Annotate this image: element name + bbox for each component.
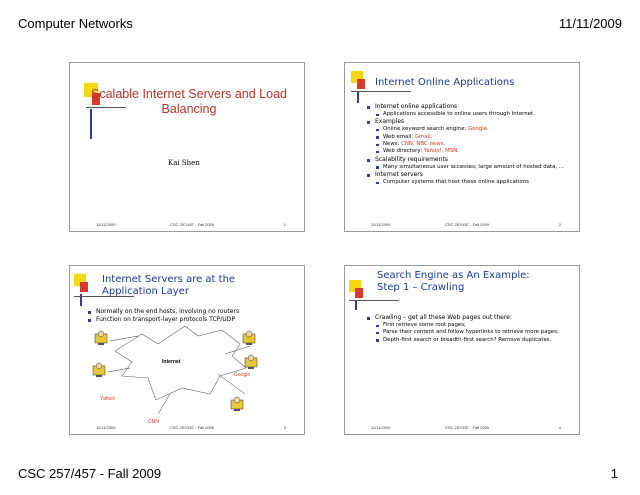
- internet-cloud: [115, 326, 246, 400]
- sub-bullet: Many simultaneous user accesses; large amount of hosted data, ...: [367, 164, 572, 171]
- decor-line: [349, 300, 399, 301]
- page-footer-course: CSC 257/457 - Fall 2009: [18, 466, 162, 481]
- sub-bullet: Parse their content and follow hyperlinks to retrieve more pages;: [367, 329, 572, 336]
- bullet-list: [367, 314, 572, 344]
- sub-bullet: Web directory: Yahoo!, MSN.: [367, 148, 572, 155]
- sub-bullet: News: CNN, NBC news.: [367, 141, 572, 148]
- sub-bullet: Computer systems that host these online applications: [367, 179, 572, 186]
- user-computer-icon: [244, 354, 258, 370]
- bullet: Examples: [367, 118, 572, 126]
- slide-3: [69, 265, 305, 435]
- bullet-list: [367, 103, 572, 186]
- slide-footer-date: 11/11/2009: [371, 222, 391, 227]
- slide-number: 4: [558, 425, 561, 430]
- bullet: Internet online applications: [367, 103, 572, 111]
- decor-bar: [357, 91, 359, 103]
- slide-1: [69, 62, 305, 232]
- slide-title: Scalable Internet Servers and Load Balancing: [91, 87, 287, 116]
- bullet: Normally on the end hosts, involving no routers: [88, 308, 298, 316]
- decor-square: [357, 79, 365, 89]
- internet-label: Internet: [162, 359, 181, 365]
- decor-square: [355, 288, 363, 298]
- google-label: Google: [234, 372, 251, 378]
- page-header-date: 11/11/2009: [558, 16, 622, 31]
- slide-number: 1: [283, 222, 286, 227]
- slide-author: Kai Shen: [168, 159, 200, 167]
- slide-title: Internet Online Applications: [375, 77, 515, 88]
- slide-number: 3: [283, 425, 286, 430]
- cnn-label: CNN: [148, 419, 159, 425]
- user-computer-icon: [92, 362, 106, 378]
- sub-bullet: Online keyword search engine: Google.: [367, 126, 572, 133]
- slide-title: Internet Servers are at the Application Layer: [102, 274, 236, 297]
- decor-line: [351, 91, 411, 92]
- user-computer-icon: [94, 330, 108, 346]
- bullet: Scalability requirements: [367, 156, 572, 164]
- bullet: Function on transport-layer protocols TCP/UDP: [88, 316, 298, 324]
- bullet: Internet servers: [367, 171, 572, 179]
- slide-footer-course: CSC 257/457 - Fall 2009: [445, 222, 490, 227]
- sub-bullet: Depth-first search or breadth-first search? Remove duplicates.: [367, 337, 572, 344]
- slide-footer-course: CSC 257/457 - Fall 2009: [445, 425, 490, 430]
- decor-bar: [355, 300, 357, 310]
- page-header-title: Computer Networks: [18, 16, 133, 31]
- slide-footer-date: 11/11/2009: [96, 222, 116, 227]
- user-computer-icon: [230, 396, 244, 412]
- yahoo-label: Yahoo!: [100, 396, 116, 402]
- sub-bullet: Applications accessible to online users through Internet.: [367, 111, 572, 118]
- slide-title: Search Engine as An Example: Step 1 – Crawling: [377, 270, 530, 293]
- slide-footer-course: CSC 257/457 - Fall 2009: [170, 425, 215, 430]
- page-number: 1: [610, 466, 618, 481]
- sub-bullet: Web email: Gmail.: [367, 134, 572, 141]
- internet-cloud-diagram: [70, 266, 305, 435]
- slide-number: 2: [558, 222, 561, 227]
- slide-2: [344, 62, 580, 232]
- sub-bullet: First retrieve some root pages;: [367, 322, 572, 329]
- slide-footer-date: 11/11/2009: [371, 425, 391, 430]
- slide-footer-course: CSC 257/457 - Fall 2009: [170, 222, 215, 227]
- user-computer-icon: [242, 330, 256, 346]
- bullet: Crawling – get all these Web pages out there:: [367, 314, 572, 322]
- slide-4: [344, 265, 580, 435]
- slide-footer-date: 11/11/2009: [96, 425, 116, 430]
